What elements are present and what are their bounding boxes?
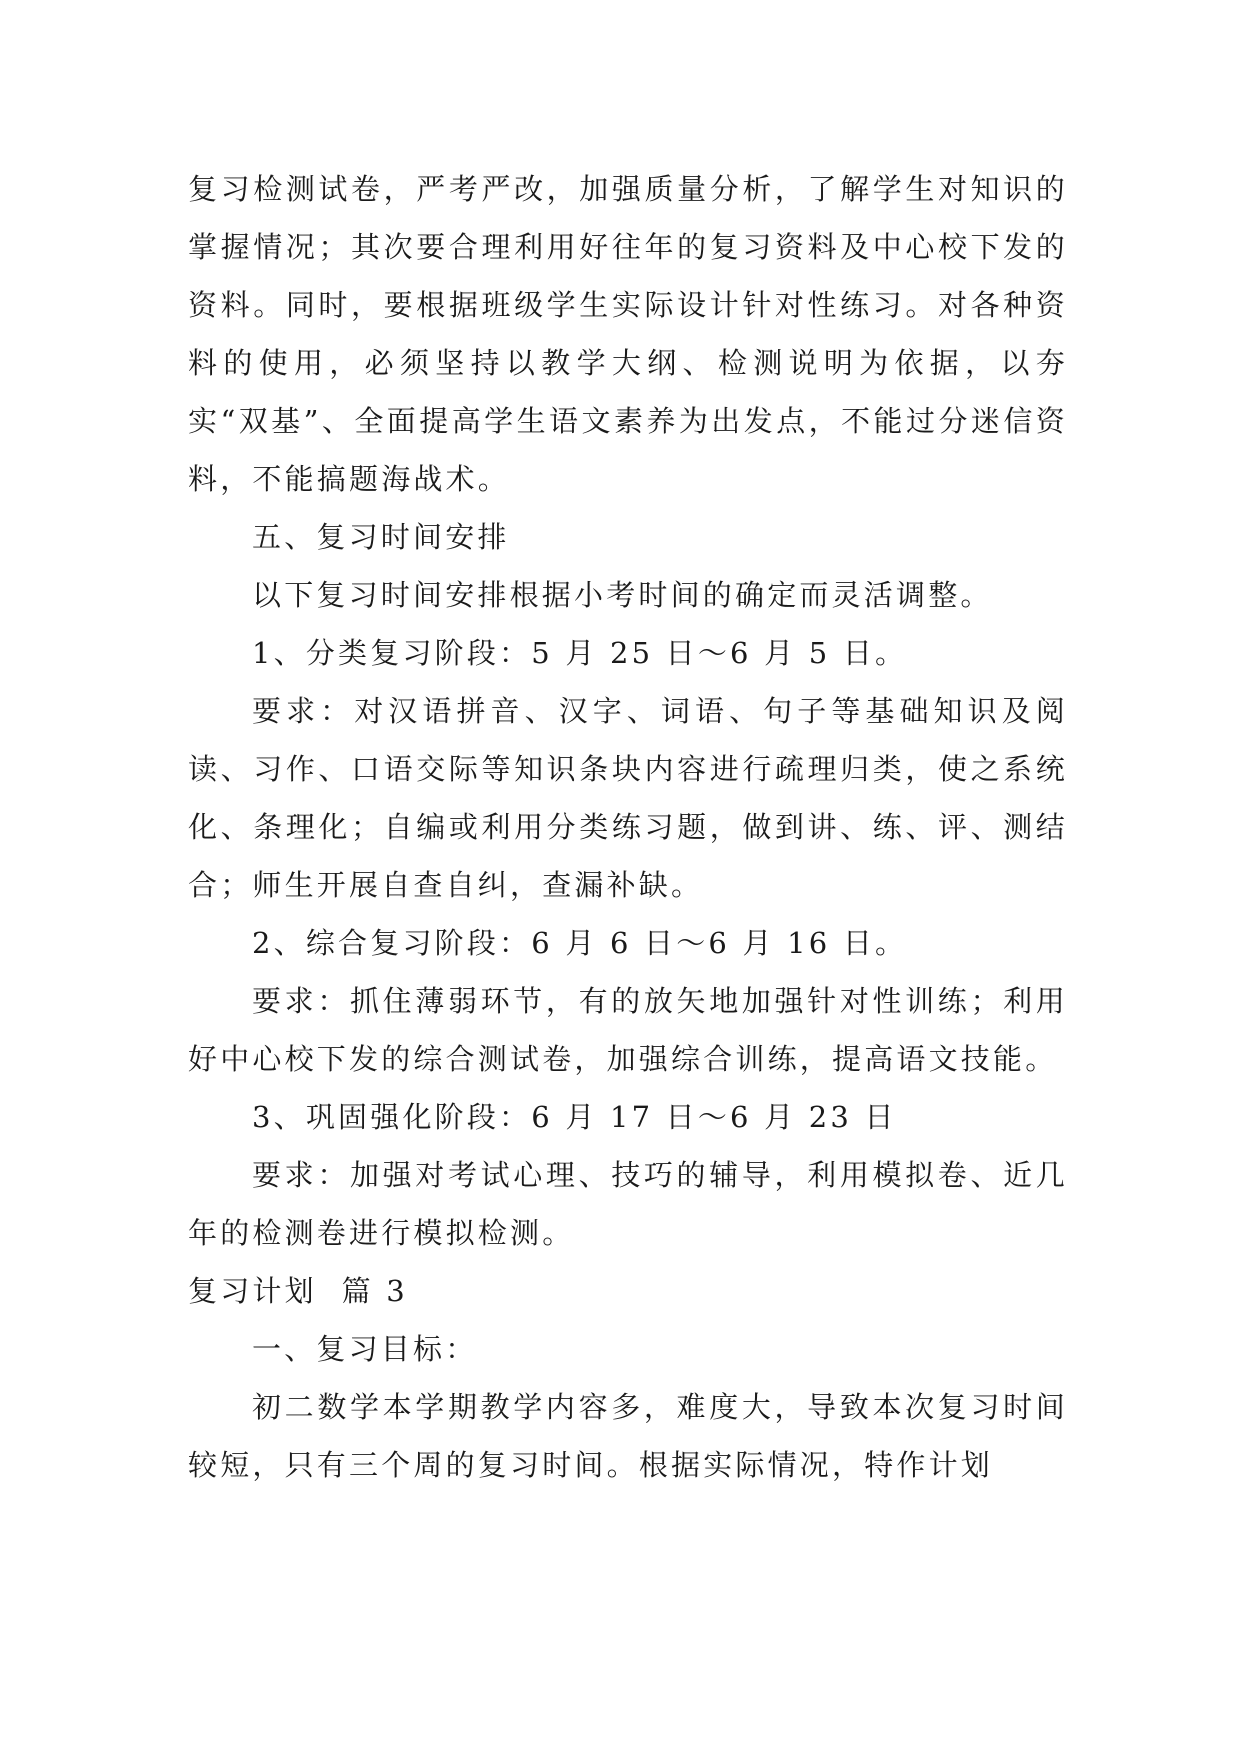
stage-3-requirement: 要求：加强对考试心理、技巧的辅导，利用模拟卷、近几年的检测卷进行模拟检测。: [188, 1158, 1068, 1250]
plan-3-heading: 复习计划 篇 3: [188, 1274, 408, 1308]
stage-1-title: 1、分类复习阶段：5 月 25 日～6 月 5 日。: [252, 636, 908, 670]
schedule-intro: 以下复习时间安排根据小考时间的确定而灵活调整。: [252, 578, 993, 612]
stage-2-requirement: 要求：抓住薄弱环节，有的放矢地加强针对性训练；利用好中心校下发的综合测试卷，加强综合训练，提高语文技能。: [188, 984, 1068, 1076]
stage-1-requirement: 要求：对汉语拼音、汉字、词语、句子等基础知识及阅读、习作、口语交际等知识条块内容进行疏理归类，使之系统化、条理化；自编或利用分类练习题，做到讲、练、评、测结合；师生开展自查自纠，查漏补缺。: [188, 694, 1068, 902]
section-5-title: 五、复习时间安排: [252, 520, 510, 554]
stage-2-title: 2、综合复习阶段：6 月 6 日～6 月 16 日。: [252, 926, 908, 960]
stage-3-title: 3、巩固强化阶段：6 月 17 日～6 月 23 日: [252, 1100, 897, 1134]
goal-title: 一、复习目标：: [252, 1332, 478, 1366]
goal-body: 初二数学本学期教学内容多，难度大，导致本次复习时间较短，只有三个周的复习时间。根据实际情况，特作计划: [188, 1390, 1068, 1482]
paragraph-continuation: 复习检测试卷，严考严改，加强质量分析，了解学生对知识的掌握情况；其次要合理利用好往年的复习资料及中心校下发的资料。同时，要根据班级学生实际设计针对性练习。对各种资料的使用，必须坚持以教学大纲、检测说明为依据，以夯实“双基”、全面提高学生语文素养为出发点，不能过分迷信资料，不能搞题海战术。: [188, 172, 1068, 496]
document-page: [188, 160, 1068, 1494]
